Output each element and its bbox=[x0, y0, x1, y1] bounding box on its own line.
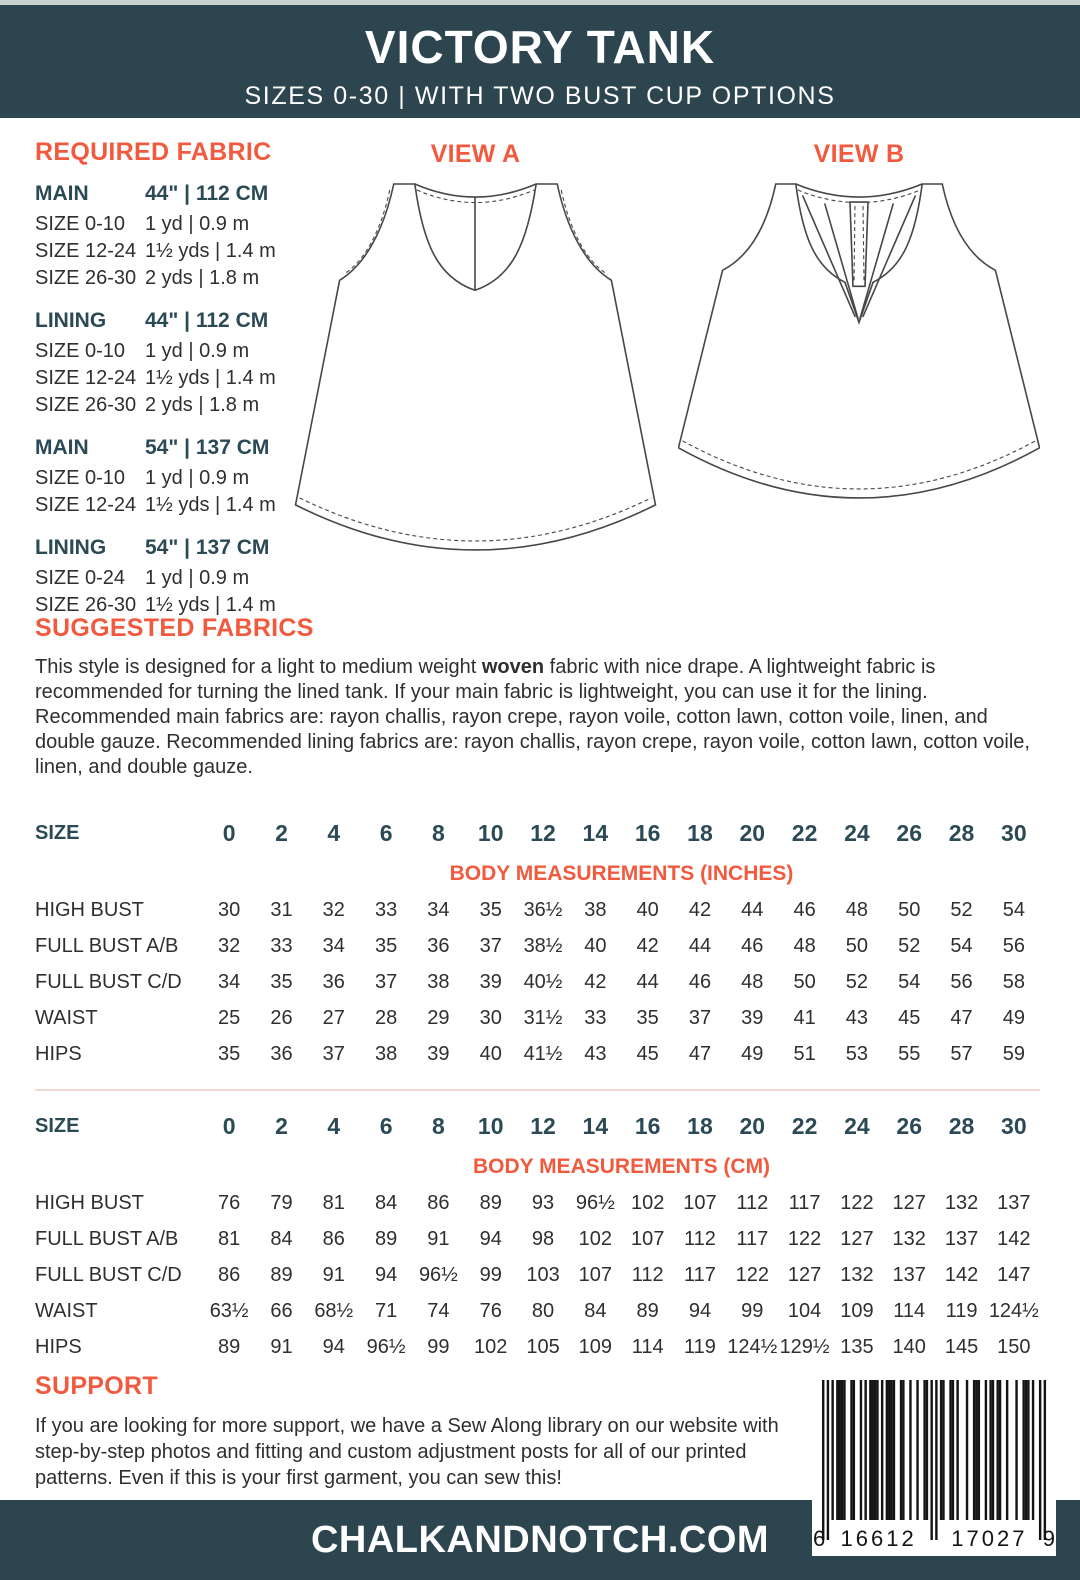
measurement-value: 102 bbox=[474, 1335, 508, 1358]
measurement-value: 48 bbox=[741, 970, 764, 993]
measurement-value: 103 bbox=[526, 1263, 560, 1286]
measurement-value: 30 bbox=[218, 898, 241, 921]
measurement-value: 31½ bbox=[523, 1006, 563, 1029]
measurement-value: 27 bbox=[322, 1006, 345, 1029]
measurement-value: 49 bbox=[1002, 1006, 1025, 1029]
measurement-value: 40 bbox=[584, 934, 607, 957]
size-column-header: 16 bbox=[634, 819, 661, 846]
measurement-value: 127 bbox=[892, 1191, 926, 1214]
fabric-requirement-row bbox=[35, 565, 293, 592]
measurement-label: FULL BUST C/D bbox=[35, 1263, 182, 1286]
fabric-type-label: LINING bbox=[35, 309, 107, 332]
measurement-value: 44 bbox=[636, 970, 659, 993]
measurement-value: 122 bbox=[840, 1191, 874, 1214]
size-header-row bbox=[35, 1103, 1040, 1149]
measurement-label: HIPS bbox=[35, 1042, 82, 1065]
size-column-header: 12 bbox=[530, 819, 556, 846]
size-column-header: 18 bbox=[687, 1112, 713, 1139]
fabric-requirement-row bbox=[35, 211, 293, 238]
fabric-requirement-row bbox=[35, 265, 293, 292]
yardage: 1 yd | 0.9 m bbox=[145, 567, 250, 589]
measurement-value: 84 bbox=[584, 1299, 607, 1322]
fabric-groups bbox=[35, 182, 293, 619]
fabric-requirement-row bbox=[35, 365, 293, 392]
measurement-value: 117 bbox=[788, 1191, 821, 1214]
measurement-value: 137 bbox=[892, 1263, 926, 1286]
measurement-value: 37 bbox=[374, 970, 398, 993]
measurement-value: 32 bbox=[218, 934, 241, 957]
fabric-type-label: MAIN bbox=[35, 436, 89, 459]
required-fabric-heading: REQUIRED FABRIC bbox=[35, 138, 272, 166]
measurement-value: 112 bbox=[684, 1227, 716, 1250]
page-subtitle: SIZES 0-30 | WITH TWO BUST CUP OPTIONS bbox=[244, 82, 836, 110]
size-column-header: 10 bbox=[477, 1112, 504, 1139]
yardage: 1 yd | 0.9 m bbox=[145, 340, 250, 362]
header-banner bbox=[0, 5, 1080, 118]
measurement-value: 96½ bbox=[366, 1335, 406, 1358]
measurement-value: 45 bbox=[898, 1006, 921, 1029]
measurement-value: 107 bbox=[630, 1227, 665, 1250]
view-b-section bbox=[678, 140, 1040, 500]
measurement-value: 42 bbox=[688, 898, 712, 921]
measurement-value: 109 bbox=[840, 1299, 874, 1322]
size-column-header: 26 bbox=[896, 819, 923, 846]
measurement-value: 114 bbox=[631, 1335, 664, 1358]
yardage: 1½ yds | 1.4 m bbox=[145, 240, 276, 262]
measurement-value: 86 bbox=[218, 1263, 241, 1286]
measurement-value: 150 bbox=[997, 1335, 1031, 1358]
fabric-group bbox=[35, 436, 293, 519]
yardage: 1½ yds | 1.4 m bbox=[145, 367, 276, 389]
measurement-value: 38 bbox=[584, 898, 607, 921]
size-column-header: 4 bbox=[327, 1112, 341, 1139]
measurement-value: 105 bbox=[526, 1335, 560, 1358]
measurement-value: 36 bbox=[322, 970, 345, 993]
fabric-width-label: 44" | 112 CM bbox=[145, 182, 269, 205]
barcode bbox=[812, 1368, 1056, 1556]
fabric-width-label: 54" | 137 CM bbox=[145, 536, 270, 559]
measurement-value: 94 bbox=[374, 1263, 398, 1286]
size-column-header: 20 bbox=[739, 819, 766, 846]
measurement-value: 107 bbox=[578, 1263, 613, 1286]
measurement-value: 57 bbox=[950, 1042, 973, 1065]
measurement-value: 68½ bbox=[314, 1299, 354, 1322]
measurement-value: 132 bbox=[840, 1263, 874, 1286]
measurement-value: 127 bbox=[787, 1263, 822, 1286]
view-a-illustration bbox=[293, 182, 658, 552]
measurement-label: HIGH BUST bbox=[35, 898, 144, 921]
fabric-requirement-row bbox=[35, 238, 293, 265]
measurement-value: 102 bbox=[578, 1227, 613, 1250]
svg-text:16612: 16612 bbox=[840, 1526, 917, 1551]
size-range: SIZE 0-24 bbox=[35, 567, 126, 589]
measurement-value: 117 bbox=[736, 1227, 769, 1250]
fabric-type-label: LINING bbox=[35, 536, 107, 559]
size-column-header: 20 bbox=[739, 1112, 766, 1139]
measurement-value: 47 bbox=[688, 1042, 712, 1065]
measurement-value: 35 bbox=[270, 970, 293, 993]
size-column-header: 2 bbox=[275, 819, 288, 846]
measurement-value: 52 bbox=[898, 934, 921, 957]
fabric-width-label: 44" | 112 CM bbox=[145, 309, 269, 332]
size-range: SIZE 12-24 bbox=[35, 367, 137, 389]
measurement-value: 129½ bbox=[779, 1335, 830, 1358]
measurement-value: 86 bbox=[322, 1227, 345, 1250]
measurement-value: 80 bbox=[531, 1299, 555, 1322]
measurement-value: 119 bbox=[945, 1299, 978, 1322]
fabric-requirement-row bbox=[35, 338, 293, 365]
measurement-value: 56 bbox=[950, 970, 973, 993]
yardage: 1½ yds | 1.4 m bbox=[145, 494, 276, 516]
measurement-value: 33 bbox=[584, 1006, 607, 1029]
support-heading: SUPPORT bbox=[35, 1372, 158, 1400]
measurement-label: FULL BUST C/D bbox=[35, 970, 182, 993]
measurement-value: 32 bbox=[322, 898, 345, 921]
measurement-value: 86 bbox=[427, 1191, 450, 1214]
size-column-header: 18 bbox=[687, 819, 713, 846]
measurement-value: 35 bbox=[218, 1042, 241, 1065]
measurement-value: 38 bbox=[374, 1042, 398, 1065]
fabric-requirement-row bbox=[35, 392, 293, 419]
svg-text:9: 9 bbox=[1042, 1526, 1055, 1551]
suggested-fabrics-section bbox=[35, 614, 1043, 780]
size-column-header: 22 bbox=[791, 1112, 818, 1139]
measurement-value: 36½ bbox=[523, 898, 563, 921]
measurement-value: 50 bbox=[845, 934, 869, 957]
size-column-header: 28 bbox=[948, 1112, 975, 1139]
table-divider bbox=[35, 1089, 1040, 1091]
measurement-value: 132 bbox=[892, 1227, 926, 1250]
measurement-value: 84 bbox=[374, 1191, 398, 1214]
measurement-value: 54 bbox=[1002, 898, 1025, 921]
size-column-header: 4 bbox=[327, 819, 341, 846]
view-a-section bbox=[293, 140, 658, 552]
measurement-value: 26 bbox=[270, 1006, 293, 1029]
measurement-value: 35 bbox=[479, 898, 502, 921]
size-column-header: 8 bbox=[432, 1112, 445, 1139]
measurement-value: 112 bbox=[736, 1191, 769, 1214]
measurement-value: 40 bbox=[479, 1042, 502, 1065]
measurement-value: 52 bbox=[950, 898, 973, 921]
suggested-fabrics-text: This style is designed for a light to medium weight woven fabric with nice drape. A lightweight fabric is recommended for turning the lined tank. If your main fabric is lightweight, you can use it for the lining. Recommended main fabrics are: rayon challis, rayon crepe, rayon voile, cotton lawn, cotton voile, linen, and double gauze. Recommended lining fabrics are: rayon challis, rayon crepe, rayon voile, cotton lawn, cotton voile, linen, and double gauze. bbox=[35, 656, 1030, 778]
measurement-value: 84 bbox=[270, 1227, 293, 1250]
measurement-value: 81 bbox=[218, 1227, 241, 1250]
measurement-value: 56 bbox=[1002, 934, 1025, 957]
size-column-header: 30 bbox=[1001, 819, 1027, 846]
measurement-value: 122 bbox=[787, 1227, 822, 1250]
measurement-value: 50 bbox=[793, 970, 816, 993]
measurement-value: 55 bbox=[898, 1042, 921, 1065]
size-column-header: 24 bbox=[844, 1112, 870, 1139]
measurement-value: 53 bbox=[845, 1042, 869, 1065]
measurement-value: 40 bbox=[636, 898, 659, 921]
size-table-inches bbox=[35, 810, 1040, 1072]
measurement-label: HIGH BUST bbox=[35, 1191, 144, 1214]
support-section bbox=[35, 1372, 825, 1491]
measurement-value: 45 bbox=[636, 1042, 659, 1065]
measurement-value: 109 bbox=[578, 1335, 613, 1358]
yardage: 2 yds | 1.8 m bbox=[145, 267, 260, 289]
measurement-value: 29 bbox=[427, 1006, 450, 1029]
measurement-value: 137 bbox=[997, 1191, 1031, 1214]
measurement-row bbox=[35, 964, 1040, 1000]
size-column-header: 30 bbox=[1001, 1112, 1027, 1139]
measurement-value: 33 bbox=[270, 934, 293, 957]
measurement-row bbox=[35, 892, 1040, 928]
measurement-value: 117 bbox=[684, 1263, 716, 1286]
measurement-value: 93 bbox=[531, 1191, 555, 1214]
size-column-header: 6 bbox=[379, 819, 393, 846]
measurement-value: 96½ bbox=[418, 1263, 458, 1286]
bold-word: woven bbox=[481, 656, 545, 678]
measurement-row bbox=[35, 1185, 1040, 1221]
measurement-value: 142 bbox=[944, 1263, 979, 1286]
measurement-row bbox=[35, 1000, 1040, 1036]
size-column-header: 10 bbox=[477, 819, 504, 846]
size-header-label: SIZE bbox=[35, 1114, 80, 1137]
measurement-value: 42 bbox=[636, 934, 659, 957]
measurement-value: 91 bbox=[427, 1227, 450, 1250]
yardage: 1 yd | 0.9 m bbox=[145, 467, 250, 489]
size-range: SIZE 26-30 bbox=[35, 394, 137, 416]
size-column-header: 12 bbox=[530, 1112, 556, 1139]
measurement-value: 46 bbox=[688, 970, 712, 993]
measurement-value: 135 bbox=[840, 1335, 874, 1358]
measurement-value: 49 bbox=[741, 1042, 764, 1065]
measurement-value: 41½ bbox=[523, 1042, 563, 1065]
measurement-value: 37 bbox=[322, 1042, 345, 1065]
measurement-value: 51 bbox=[793, 1042, 816, 1065]
measurement-value: 99 bbox=[479, 1263, 502, 1286]
measurement-value: 104 bbox=[787, 1299, 822, 1322]
measurement-value: 122 bbox=[735, 1263, 769, 1286]
section-label: BODY MEASUREMENTS (INCHES) bbox=[449, 862, 794, 885]
size-column-header: 16 bbox=[634, 1112, 661, 1139]
measurement-label: WAIST bbox=[35, 1006, 98, 1029]
fabric-width-label: 54" | 137 CM bbox=[145, 436, 270, 459]
measurement-value: 89 bbox=[374, 1227, 398, 1250]
measurement-value: 52 bbox=[845, 970, 869, 993]
measurement-row bbox=[35, 1329, 1040, 1365]
fabric-requirement-row bbox=[35, 465, 293, 492]
measurement-value: 46 bbox=[741, 934, 764, 957]
measurement-row bbox=[35, 928, 1040, 964]
required-fabric-section bbox=[35, 138, 293, 636]
measurement-value: 81 bbox=[322, 1191, 345, 1214]
measurement-value: 34 bbox=[218, 970, 241, 993]
measurement-value: 119 bbox=[684, 1335, 716, 1358]
yardage: 2 yds | 1.8 m bbox=[145, 394, 260, 416]
measurement-row bbox=[35, 1036, 1040, 1072]
size-column-header: 14 bbox=[582, 819, 609, 846]
measurement-value: 145 bbox=[944, 1335, 979, 1358]
measurement-label: HIPS bbox=[35, 1335, 82, 1358]
measurement-value: 76 bbox=[218, 1191, 241, 1214]
measurement-value: 74 bbox=[427, 1299, 450, 1322]
measurement-row bbox=[35, 1221, 1040, 1257]
yardage: 1 yd | 0.9 m bbox=[145, 213, 250, 235]
measurement-value: 43 bbox=[584, 1042, 607, 1065]
measurement-value: 33 bbox=[374, 898, 398, 921]
size-range: SIZE 0-10 bbox=[35, 213, 126, 235]
measurement-value: 38 bbox=[427, 970, 450, 993]
svg-text:17027: 17027 bbox=[951, 1526, 1028, 1551]
measurement-value: 89 bbox=[636, 1299, 659, 1322]
suggested-fabrics-heading: SUGGESTED FABRICS bbox=[35, 614, 314, 642]
size-column-header: 0 bbox=[222, 1112, 236, 1139]
measurement-value: 91 bbox=[322, 1263, 345, 1286]
measurement-value: 44 bbox=[741, 898, 764, 921]
size-range: SIZE 26-30 bbox=[35, 267, 137, 289]
measurement-value: 94 bbox=[322, 1335, 345, 1358]
measurement-value: 30 bbox=[479, 1006, 502, 1029]
measurement-value: 48 bbox=[845, 898, 869, 921]
measurement-value: 37 bbox=[479, 934, 502, 957]
measurement-value: 42 bbox=[584, 970, 607, 993]
size-header-label: SIZE bbox=[35, 821, 80, 844]
measurement-value: 35 bbox=[374, 934, 398, 957]
svg-text:6: 6 bbox=[813, 1526, 826, 1551]
measurement-value: 37 bbox=[688, 1006, 712, 1029]
size-column-header: 6 bbox=[379, 1112, 393, 1139]
measurement-value: 39 bbox=[741, 1006, 764, 1029]
view-b-illustration bbox=[678, 182, 1040, 500]
view-b-label: VIEW B bbox=[813, 140, 905, 168]
measurement-value: 76 bbox=[479, 1299, 502, 1322]
measurement-value: 40½ bbox=[523, 970, 563, 993]
measurement-value: 114 bbox=[893, 1299, 926, 1322]
measurement-value: 137 bbox=[944, 1227, 979, 1250]
measurement-value: 41 bbox=[793, 1006, 816, 1029]
size-range: SIZE 26-30 bbox=[35, 594, 137, 616]
fabric-group bbox=[35, 536, 293, 619]
measurement-value: 99 bbox=[741, 1299, 764, 1322]
measurement-value: 35 bbox=[636, 1006, 659, 1029]
measurement-value: 28 bbox=[374, 1006, 398, 1029]
measurement-value: 91 bbox=[270, 1335, 293, 1358]
measurement-value: 39 bbox=[479, 970, 502, 993]
measurement-value: 66 bbox=[270, 1299, 293, 1322]
measurement-value: 89 bbox=[270, 1263, 293, 1286]
measurement-value: 63½ bbox=[209, 1299, 249, 1322]
measurement-value: 48 bbox=[793, 934, 816, 957]
support-text: If you are looking for more support, we have a Sew Along library on our website with step-by-step photos and fitting and custom adjustment posts for all of our printed patterns. Even if this is your first garment, you can sew this! bbox=[35, 1415, 779, 1489]
measurement-value: 36 bbox=[270, 1042, 293, 1065]
measurement-value: 140 bbox=[892, 1335, 926, 1358]
measurement-value: 44 bbox=[688, 934, 712, 957]
measurement-label: WAIST bbox=[35, 1299, 98, 1322]
fabric-requirement-row bbox=[35, 492, 293, 519]
barcode-image bbox=[812, 1380, 1056, 1552]
size-column-header: 24 bbox=[844, 819, 870, 846]
measurement-row bbox=[35, 1293, 1040, 1329]
measurement-value: 102 bbox=[630, 1191, 665, 1214]
measurement-value: 34 bbox=[427, 898, 450, 921]
website-url: CHALKANDNOTCH.COM bbox=[310, 1519, 770, 1561]
size-range: SIZE 0-10 bbox=[35, 467, 126, 489]
measurement-value: 25 bbox=[218, 1006, 241, 1029]
yardage: 1½ yds | 1.4 m bbox=[145, 594, 276, 616]
section-label: BODY MEASUREMENTS (CM) bbox=[472, 1155, 771, 1178]
size-range: SIZE 12-24 bbox=[35, 240, 137, 262]
measurement-value: 124½ bbox=[988, 1299, 1039, 1322]
size-column-header: 28 bbox=[948, 819, 975, 846]
measurement-value: 71 bbox=[374, 1299, 398, 1322]
size-column-header: 2 bbox=[275, 1112, 288, 1139]
size-column-header: 14 bbox=[582, 1112, 609, 1139]
measurement-value: 54 bbox=[950, 934, 973, 957]
size-column-header: 26 bbox=[896, 1112, 923, 1139]
measurement-value: 38½ bbox=[523, 934, 563, 957]
measurement-value: 142 bbox=[997, 1227, 1031, 1250]
measurement-value: 94 bbox=[688, 1299, 712, 1322]
measurement-value: 39 bbox=[427, 1042, 450, 1065]
measurement-value: 99 bbox=[427, 1335, 450, 1358]
measurement-value: 34 bbox=[322, 934, 345, 957]
measurement-value: 36 bbox=[427, 934, 450, 957]
size-column-header: 0 bbox=[222, 819, 236, 846]
size-header-row bbox=[35, 810, 1040, 856]
measurement-row bbox=[35, 1257, 1040, 1293]
measurement-value: 54 bbox=[898, 970, 921, 993]
measurement-value: 132 bbox=[944, 1191, 979, 1214]
measurement-value: 94 bbox=[479, 1227, 502, 1250]
measurement-value: 124½ bbox=[727, 1335, 778, 1358]
measurement-value: 89 bbox=[479, 1191, 502, 1214]
measurement-value: 79 bbox=[270, 1191, 293, 1214]
measurement-value: 58 bbox=[1002, 970, 1025, 993]
fabric-group bbox=[35, 182, 293, 292]
size-column-header: 22 bbox=[791, 819, 818, 846]
measurement-value: 47 bbox=[950, 1006, 973, 1029]
measurement-value: 31 bbox=[270, 898, 293, 921]
measurement-value: 50 bbox=[898, 898, 921, 921]
measurement-value: 127 bbox=[840, 1227, 874, 1250]
measurement-value: 98 bbox=[531, 1227, 555, 1250]
measurement-label: FULL BUST A/B bbox=[35, 1227, 179, 1250]
size-table-cm bbox=[35, 1103, 1040, 1365]
measurement-value: 107 bbox=[683, 1191, 717, 1214]
page-title: VICTORY TANK bbox=[364, 21, 716, 73]
fabric-type-label: MAIN bbox=[35, 182, 89, 205]
size-range: SIZE 12-24 bbox=[35, 494, 137, 516]
measurement-value: 43 bbox=[845, 1006, 869, 1029]
fabric-group bbox=[35, 309, 293, 419]
measurement-value: 96½ bbox=[575, 1191, 615, 1214]
measurement-label: FULL BUST A/B bbox=[35, 934, 179, 957]
measurement-value: 46 bbox=[793, 898, 816, 921]
view-a-label: VIEW A bbox=[430, 140, 521, 168]
measurement-value: 147 bbox=[997, 1263, 1031, 1286]
size-column-header: 8 bbox=[432, 819, 445, 846]
measurement-value: 59 bbox=[1002, 1042, 1025, 1065]
measurement-value: 89 bbox=[218, 1335, 241, 1358]
measurement-value: 112 bbox=[631, 1263, 664, 1286]
size-range: SIZE 0-10 bbox=[35, 340, 126, 362]
